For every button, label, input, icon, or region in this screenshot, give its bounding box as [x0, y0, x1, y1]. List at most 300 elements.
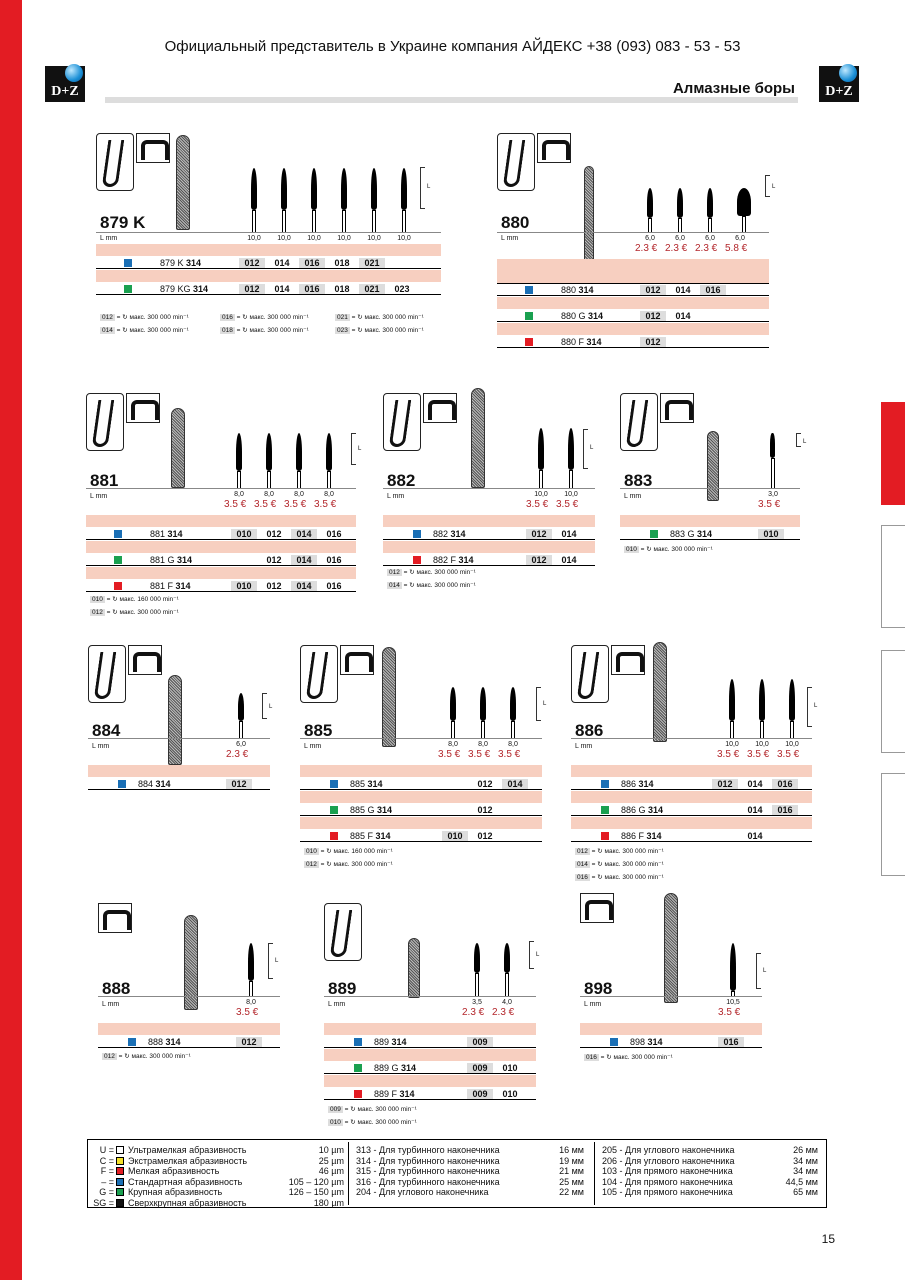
- profile-head: [730, 943, 736, 991]
- profile-head: [647, 188, 653, 218]
- profile-neck: [372, 210, 376, 233]
- profile-neck: [237, 471, 241, 489]
- product-code: 881 F 314: [150, 581, 191, 591]
- size-cell: 014: [291, 555, 317, 565]
- grit-color-square: [116, 1178, 124, 1186]
- tooth-illustration: [537, 133, 571, 163]
- grit-color-square: [601, 806, 609, 814]
- grit-color-square: [114, 530, 122, 538]
- grit-color-square: [601, 780, 609, 788]
- price-label: 3.5 €: [717, 749, 740, 760]
- burr-profile: [480, 687, 486, 741]
- grit-color-square: [525, 286, 533, 294]
- grit-color-square: [116, 1199, 124, 1207]
- product-number: 880: [501, 213, 530, 232]
- length-bracket: [756, 953, 767, 989]
- dimension-label: 10,0: [534, 491, 548, 498]
- dimension-label: 10,0: [367, 235, 381, 242]
- section-title: Алмазные боры: [672, 80, 795, 97]
- burr-illustration: [653, 642, 667, 742]
- lmm-label: L mm: [92, 743, 110, 750]
- rotation-icon: = ↻: [589, 874, 605, 881]
- size-cell: 014: [502, 779, 528, 789]
- burr-profile: [296, 433, 302, 491]
- size-cell: 016: [700, 285, 726, 295]
- tooth-illustration: [128, 645, 162, 675]
- legend-line: 204 - Для углового наконечника 22 мм: [356, 1187, 584, 1197]
- product-code: 886 F 314: [621, 831, 662, 841]
- tooth-illustration: [580, 893, 614, 923]
- legend-line: SG = Сверхкрупная абразивность 180 µm: [93, 1197, 344, 1208]
- dimension-label: 8,0: [478, 741, 488, 748]
- size-cell: 009: [467, 1037, 493, 1047]
- profile-neck: [771, 458, 775, 489]
- size-cell: 016: [718, 1037, 744, 1047]
- burr-profile: [238, 693, 244, 741]
- grit-color-square: [116, 1157, 124, 1165]
- grit-color-square: [330, 780, 338, 788]
- size-cell: 016: [299, 284, 325, 294]
- product-row[interactable]: [383, 528, 595, 540]
- burr-profile: [647, 188, 653, 235]
- dimension-label: 8,0: [246, 999, 256, 1006]
- burr-illustration: [664, 893, 678, 1003]
- product-code: 886 G 314: [621, 805, 664, 815]
- pink-band: [497, 323, 769, 335]
- product-code: 880 314: [561, 285, 594, 295]
- lmm-label: L mm: [304, 743, 322, 750]
- burr-profile: [789, 679, 795, 741]
- speed-note: 016 = ↻ макс. 300 000 min⁻¹: [222, 314, 309, 321]
- size-cell: 018: [334, 284, 350, 294]
- profile-neck: [249, 981, 253, 997]
- pink-band: [324, 1023, 536, 1035]
- profile-neck: [239, 721, 243, 739]
- profile-head: [538, 428, 544, 470]
- burr-profile: [281, 168, 287, 235]
- burr-profile: [568, 428, 574, 491]
- grip-illustration: [497, 133, 535, 191]
- profile-neck: [648, 218, 652, 233]
- product-row[interactable]: [497, 284, 769, 296]
- size-cell: 021: [359, 258, 385, 268]
- size-cell: 012: [239, 258, 265, 268]
- product-row[interactable]: [98, 1036, 280, 1048]
- product-row[interactable]: [324, 1062, 536, 1074]
- lmm-label: L mm: [575, 743, 593, 750]
- grip-illustration: [383, 393, 421, 451]
- dimension-label: 6,0: [675, 235, 685, 242]
- pink-band: [383, 515, 595, 527]
- speed-note: 009 = ↻ макс. 300 000 min⁻¹: [330, 1106, 417, 1113]
- dimension-label: 6,0: [705, 235, 715, 242]
- size-cell: 010: [502, 1089, 518, 1099]
- profile-head: [759, 679, 765, 721]
- product-code: 881 314: [150, 529, 183, 539]
- grit-color-square: [124, 285, 132, 293]
- grit-color-square: [650, 530, 658, 538]
- price-label: 3.5 €: [314, 499, 337, 510]
- length-bracket: [796, 433, 807, 447]
- price-label: 3.5 €: [526, 499, 549, 510]
- size-cell: 012: [236, 1037, 262, 1047]
- size-cell: 023: [394, 284, 410, 294]
- size-cell: 012: [477, 831, 493, 841]
- logo-left: D+Z: [45, 66, 85, 102]
- grit-color-square: [116, 1167, 124, 1175]
- length-label: L: [269, 703, 273, 710]
- size-cell: 012: [477, 779, 493, 789]
- profile-neck: [505, 973, 509, 997]
- profile-neck: [730, 721, 734, 739]
- product-row[interactable]: [324, 1036, 536, 1048]
- pink-band: [300, 765, 542, 777]
- grit-color-square: [330, 806, 338, 814]
- pink-band: [571, 765, 812, 777]
- product-row[interactable]: [571, 778, 812, 790]
- price-label: 2.3 €: [665, 243, 688, 254]
- pink-band: [88, 765, 270, 777]
- length-bracket: [268, 943, 279, 979]
- product-row[interactable]: [300, 804, 542, 816]
- logo-right: D+Z: [819, 66, 859, 102]
- dimension-label: 8,0: [264, 491, 274, 498]
- pink-band: [86, 567, 356, 579]
- side-tab-active[interactable]: [881, 402, 905, 505]
- dimension-label: 10,0: [337, 235, 351, 242]
- product-number: 882: [387, 471, 416, 490]
- burr-illustration: [471, 388, 485, 488]
- rotation-icon: = ↻: [234, 314, 250, 321]
- axis-rule: [98, 996, 280, 997]
- pink-band: [300, 791, 542, 803]
- size-cell: 009: [467, 1089, 493, 1099]
- profile-head: [251, 168, 257, 210]
- price-label: 3.5 €: [758, 499, 781, 510]
- product-code: 886 314: [621, 779, 654, 789]
- rotation-icon: = ↻: [589, 848, 605, 855]
- grip-illustration: [324, 903, 362, 961]
- profile-head: [311, 168, 317, 210]
- dimension-label: 8,0: [234, 491, 244, 498]
- legend-line: 205 - Для углового наконечника 26 мм: [602, 1145, 818, 1155]
- burr-profile: [248, 943, 254, 999]
- profile-neck: [742, 216, 746, 233]
- profile-neck: [327, 471, 331, 489]
- legend-shanks-1: [356, 1145, 584, 1198]
- profile-head: [450, 687, 456, 721]
- rotation-icon: = ↻: [401, 582, 417, 589]
- product-881: [86, 393, 362, 623]
- length-label: L: [358, 446, 362, 452]
- grit-color-square: [354, 1090, 362, 1098]
- product-number: 879 K: [100, 213, 146, 232]
- product-code: 881 G 314: [150, 555, 193, 565]
- size-cell: 010: [442, 831, 468, 841]
- lmm-label: L mm: [102, 1001, 120, 1008]
- product-code: 883 G 314: [670, 529, 713, 539]
- price-label: 3.5 €: [224, 499, 247, 510]
- legend-table: [87, 1139, 827, 1208]
- legend-line: 316 - Для турбинного наконечника 25 мм: [356, 1176, 584, 1187]
- side-tab[interactable]: [881, 773, 905, 876]
- product-row[interactable]: [300, 830, 542, 842]
- product-number: 885: [304, 721, 333, 740]
- profile-head: [504, 943, 510, 973]
- product-code: 879 K 314: [160, 258, 202, 268]
- profile-head: [770, 433, 775, 458]
- length-label: L: [772, 184, 776, 190]
- product-code: 885 G 314: [350, 805, 393, 815]
- grit-color-square: [118, 780, 126, 788]
- price-label: 3.5 €: [777, 749, 800, 760]
- pink-band: [580, 1023, 762, 1035]
- product-883: [620, 393, 807, 563]
- product-row[interactable]: [571, 804, 812, 816]
- dimension-label: 8,0: [294, 491, 304, 498]
- length-label: L: [814, 703, 818, 710]
- rotation-icon: = ↻: [349, 327, 365, 334]
- axis-rule: [96, 232, 441, 233]
- length-label: L: [590, 445, 594, 452]
- product-row[interactable]: [620, 528, 800, 540]
- grip-illustration: [300, 645, 338, 703]
- size-cell: 014: [747, 831, 763, 841]
- pink-band: [86, 515, 356, 527]
- product-row[interactable]: [580, 1036, 762, 1048]
- tooth-illustration: [136, 133, 170, 163]
- speed-note: 012 = ↻ макс. 300 000 min⁻¹: [577, 848, 664, 855]
- profile-neck: [402, 210, 406, 233]
- size-cell: 012: [712, 779, 738, 789]
- length-bracket: [765, 175, 776, 197]
- dimension-label: 10,0: [277, 235, 291, 242]
- price-label: 3.5 €: [556, 499, 579, 510]
- product-row[interactable]: [96, 257, 441, 269]
- pink-band: [300, 817, 542, 829]
- size-cell: 014: [561, 555, 577, 565]
- grip-illustration: [88, 645, 126, 703]
- rotation-icon: = ↻: [104, 609, 120, 616]
- size-cell: 018: [334, 258, 350, 268]
- lmm-label: L mm: [501, 235, 519, 242]
- speed-note: 023 = ↻ макс. 300 000 min⁻¹: [337, 327, 424, 334]
- profile-head: [248, 943, 254, 981]
- product-885: [300, 645, 547, 875]
- rotation-icon: = ↻: [342, 1119, 358, 1126]
- product-row[interactable]: [571, 830, 812, 842]
- product-889: [324, 903, 540, 1133]
- length-bracket: [529, 941, 540, 969]
- pink-band: [98, 1023, 280, 1035]
- speed-note: 010 = ↻ макс. 160 000 min⁻¹: [92, 596, 179, 603]
- dimension-label: 8,0: [508, 741, 518, 748]
- size-cell: 012: [640, 285, 666, 295]
- size-cell: 009: [467, 1063, 493, 1073]
- profile-head: [236, 433, 242, 471]
- product-row[interactable]: [324, 1088, 536, 1100]
- product-row[interactable]: [383, 554, 595, 566]
- product-row[interactable]: [86, 580, 356, 592]
- size-cell: 012: [526, 555, 552, 565]
- legend-line: C = Экстрамелкая абразивность 25 µm: [99, 1155, 344, 1166]
- dimension-label: 10,0: [725, 741, 739, 748]
- burr-profile: [251, 168, 257, 235]
- profile-head: [266, 433, 272, 471]
- profile-head: [707, 188, 713, 218]
- speed-note: 012 = ↻ макс. 300 000 min⁻¹: [102, 314, 189, 321]
- grit-color-square: [601, 832, 609, 840]
- profile-neck: [267, 471, 271, 489]
- dimension-label: 6,0: [645, 235, 655, 242]
- dimension-label: 8,0: [324, 491, 334, 498]
- burr-profile: [311, 168, 317, 235]
- product-880: [497, 133, 776, 353]
- size-cell: 016: [326, 529, 342, 539]
- product-code: 889 G 314: [374, 1063, 417, 1073]
- speed-note: 010 = ↻ макс. 160 000 min⁻¹: [306, 848, 393, 855]
- size-cell: 016: [772, 805, 798, 815]
- dimension-label: 10,0: [755, 741, 769, 748]
- left-red-bar: [0, 0, 22, 1280]
- product-row[interactable]: [497, 336, 769, 348]
- dimension-label: 10,5: [726, 999, 740, 1006]
- profile-head: [677, 188, 683, 218]
- product-number: 898: [584, 979, 613, 998]
- price-label: 5.8 €: [725, 243, 748, 254]
- grit-color-square: [413, 530, 421, 538]
- price-label: 3.5 €: [438, 749, 461, 760]
- price-label: 2.3 €: [695, 243, 718, 254]
- side-tab[interactable]: [881, 525, 905, 628]
- rotation-icon: = ↻: [401, 569, 417, 576]
- profile-head: [371, 168, 377, 210]
- rotation-icon: = ↻: [342, 1106, 358, 1113]
- page-header: Официальный представитель в Украине компания АЙДЕКС +38 (093) 083 - 53 - 53: [164, 38, 741, 55]
- product-code: 889 F 314: [374, 1089, 415, 1099]
- product-number: 881: [90, 471, 119, 490]
- size-cell: 014: [747, 779, 763, 789]
- profile-neck: [481, 721, 485, 739]
- dimension-label: 10,0: [307, 235, 321, 242]
- grit-color-square: [354, 1038, 362, 1046]
- profile-neck: [252, 210, 256, 233]
- burr-illustration: [171, 408, 185, 488]
- price-label: 3.5 €: [498, 749, 521, 760]
- dimension-label: 4,0: [502, 999, 512, 1006]
- dimension-label: 3,0: [768, 491, 778, 498]
- grip-illustration: [86, 393, 124, 451]
- profile-neck: [475, 973, 479, 997]
- profile-neck: [511, 721, 515, 739]
- size-cell: 010: [758, 529, 784, 539]
- rotation-icon: = ↻: [349, 314, 365, 321]
- tooth-illustration: [126, 393, 160, 423]
- legend-line: 206 - Для углового наконечника 34 мм: [602, 1155, 818, 1166]
- burr-profile: [538, 428, 544, 491]
- size-cell: 012: [266, 529, 282, 539]
- product-row[interactable]: [96, 283, 441, 295]
- product-row[interactable]: [86, 554, 356, 566]
- axis-rule: [383, 488, 595, 489]
- product-886: [571, 645, 818, 885]
- length-bracket: [351, 433, 362, 465]
- page-number: 15: [821, 1232, 835, 1246]
- profile-head: [341, 168, 347, 210]
- product-row[interactable]: [300, 778, 542, 790]
- size-cell: 014: [274, 258, 290, 268]
- size-cell: 012: [239, 284, 265, 294]
- side-tab[interactable]: [881, 650, 905, 753]
- burr-illustration: [168, 675, 182, 765]
- lmm-label: L mm: [90, 493, 108, 500]
- burr-profile: [371, 168, 377, 235]
- product-row[interactable]: [497, 310, 769, 322]
- grit-color-square: [330, 832, 338, 840]
- dimension-label: 10,0: [397, 235, 411, 242]
- burr-profile: [759, 679, 765, 741]
- profile-head: [326, 433, 332, 471]
- profile-head: [238, 693, 244, 721]
- tooth-illustration: [423, 393, 457, 423]
- size-cell: 012: [640, 337, 666, 347]
- length-bracket: [583, 429, 594, 469]
- rotation-icon: = ↻: [598, 1054, 614, 1061]
- pink-band: [497, 271, 769, 283]
- burr-profile: [730, 943, 736, 999]
- dimension-label: 10,0: [247, 235, 261, 242]
- length-label: L: [763, 967, 767, 974]
- grip-illustration: [620, 393, 658, 451]
- burr-profile: [401, 168, 407, 235]
- length-label: L: [543, 700, 547, 707]
- size-cell: 021: [359, 284, 385, 294]
- legend-line: – = Стандартная абразивность 105 – 120 µm: [101, 1176, 344, 1187]
- dimension-label: 3,5: [472, 999, 482, 1006]
- pink-band: [497, 259, 769, 271]
- profile-head: [737, 188, 751, 216]
- burr-profile: [326, 433, 332, 491]
- grit-color-square: [116, 1188, 124, 1196]
- profile-neck: [342, 210, 346, 233]
- size-cell: 014: [675, 311, 691, 321]
- rotation-icon: = ↻: [114, 327, 130, 334]
- dimension-label: 6,0: [735, 235, 745, 242]
- price-label: 3.5 €: [718, 1007, 741, 1018]
- axis-rule: [300, 738, 542, 739]
- burr-profile: [341, 168, 347, 235]
- size-cell: 010: [231, 581, 257, 591]
- product-row[interactable]: [86, 528, 356, 540]
- burr-profile: [504, 943, 510, 999]
- legend-grit: [92, 1145, 344, 1208]
- rotation-icon: = ↻: [104, 596, 120, 603]
- profile-head: [729, 679, 735, 721]
- product-code: 889 314: [374, 1037, 407, 1047]
- rotation-icon: = ↻: [234, 327, 250, 334]
- size-cell: 016: [326, 581, 342, 591]
- size-cell: 010: [231, 529, 257, 539]
- axis-rule: [580, 996, 762, 997]
- grip-illustration: [571, 645, 609, 703]
- axis-rule: [86, 488, 356, 489]
- product-row[interactable]: [88, 778, 270, 790]
- size-cell: 014: [747, 805, 763, 815]
- legend-line: 314 - Для турбинного наконечника 19 мм: [356, 1155, 584, 1166]
- burr-profile: [707, 188, 713, 235]
- legend-line: G = Крупная абразивность 126 – 150 µm: [99, 1187, 344, 1197]
- title-rule: [105, 97, 798, 103]
